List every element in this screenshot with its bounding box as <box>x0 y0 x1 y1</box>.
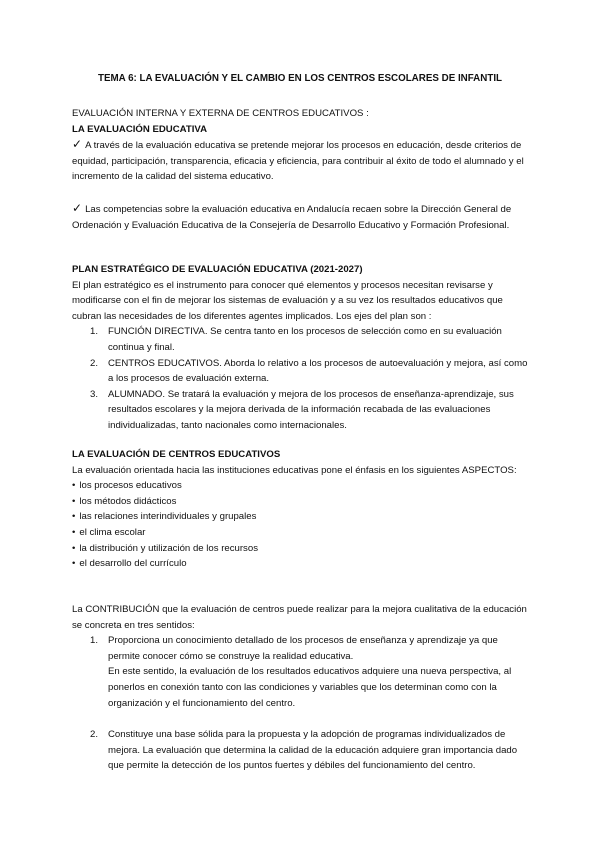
bullet-icon: • <box>72 542 76 554</box>
document-title: TEMA 6: LA EVALUACIÓN Y EL CAMBIO EN LOS CENTROS ESCOLARES DE INFANTIL <box>97 73 503 84</box>
list-item <box>72 556 528 572</box>
list-item-text: los métodos didácticos <box>79 495 177 507</box>
paragraph: La CONTRIBUCIÓN que la evaluación de centros puede realizar para la mejora cualitativa de la educación se concreta en tres sentidos: <box>72 604 527 631</box>
list-item <box>72 478 528 494</box>
list-item-text: la distribución y utilización de los recursos <box>79 542 258 554</box>
list-item <box>72 727 528 774</box>
list-item <box>72 633 528 711</box>
section-evaluacion-centros <box>72 447 528 572</box>
bullet-icon: • <box>72 511 76 523</box>
section-heading: PLAN ESTRATÉGICO DE EVALUACIÓN EDUCATIVA (2021-2027) <box>72 264 363 275</box>
list-item-text: En este sentido, la evaluación de los resultados educativos adquiere una nueva perspectiva, al ponerlos en conexión tanto con las condiciones y variables que los determinan como con la organización y el funcionamiento del centro. <box>108 666 512 709</box>
paragraph: El plan estratégico es el instrumento para conocer qué elementos y procesos necesitan revisarse y modificarse con el fin de mejorar los sistemas de evaluación y a su vez los resultados educativos que cubran las necesidades de los diferentes agentes implicados. Los ejes del plan son : <box>72 279 503 322</box>
numbered-list <box>72 633 528 774</box>
list-item-text: Proporciona un conocimiento detallado de los procesos de enseñanza y aprendizaje ya que permite conocer cómo se construye la realidad educativa. <box>108 635 498 662</box>
section-heading: LA EVALUACIÓN DE CENTROS EDUCATIVOS <box>72 449 281 460</box>
bullet-icon: • <box>72 480 76 492</box>
list-item <box>72 324 528 355</box>
list-number: 1. <box>90 635 99 647</box>
list-item-text: Constituye una base sólida para la propuesta y la adopción de programas individualizados de mejora. La evaluación que determina la calidad de la educación adquiere gran importancia dado que permite la detección de los puntos fuertes y débiles del funcionamiento del centro. <box>108 729 518 772</box>
paragraph: La evaluación orientada hacia las instituciones educativas pone el énfasis en los siguientes ASPECTOS: <box>72 464 517 476</box>
bullet-list <box>72 478 528 572</box>
list-item-text: el desarrollo del currículo <box>79 558 187 570</box>
list-number: 2. <box>90 729 99 741</box>
list-item <box>72 541 528 557</box>
list-item <box>72 387 528 434</box>
section-evaluacion-educativa <box>72 106 528 233</box>
list-item-text: CENTROS EDUCATIVOS. Aborda lo relativo a los procesos de autoevaluación y mejora, así como a los procesos de evaluación externa. <box>108 357 528 385</box>
paragraph-text: Las competencias sobre la evaluación educativa en Andalucía recaen sobre la Dirección General de Ordenación y Evaluación Educativa de la Consejería de Desarrollo Educativo y Formación Profesional. <box>72 203 512 231</box>
list-item-text: el clima escolar <box>79 526 146 538</box>
bullet-icon: • <box>72 526 76 538</box>
list-item <box>72 509 528 525</box>
paragraph-text: A través de la evaluación educativa se pretende mejorar los procesos en educación, desde criterios de equidad, participación, transparencia, eficacia y eficiencia, para contribuir al éxito de todo el alumnado y el incremento de la calidad del sistema educativo. <box>72 140 524 183</box>
list-number: 3. <box>90 388 99 400</box>
list-item-text: los procesos educativos <box>79 480 182 492</box>
paragraph <box>72 201 528 233</box>
list-item-text: las relaciones interindividuales y grupales <box>79 511 257 523</box>
paragraph <box>72 137 528 185</box>
numbered-list <box>72 324 528 433</box>
list-item <box>72 356 528 387</box>
list-item <box>72 525 528 541</box>
bullet-icon: • <box>72 495 76 507</box>
intro-heading: EVALUACIÓN INTERNA Y EXTERNA DE CENTROS EDUCATIVOS : <box>72 108 369 119</box>
checkmark-icon: ✓ <box>72 200 83 215</box>
section-contribucion <box>72 602 528 774</box>
list-number: 1. <box>90 326 99 338</box>
section-heading: LA EVALUACIÓN EDUCATIVA <box>72 123 208 135</box>
list-item-text: ALUMNADO. Se tratará la evaluación y mejora de los procesos de enseñanza-aprendizaje, sus resultados escolares y la mejora derivada de la información recabada de las evaluaciones individualizadas, tanto nacionales como internacionales. <box>108 388 514 431</box>
list-item <box>72 494 528 510</box>
checkmark-icon: ✓ <box>72 137 83 152</box>
list-number: 2. <box>90 357 99 369</box>
list-item-text: FUNCIÓN DIRECTIVA. Se centra tanto en los procesos de selección como en su evaluación continua y final. <box>108 326 502 353</box>
bullet-icon: • <box>72 558 76 570</box>
section-plan-estrategico <box>72 262 528 434</box>
